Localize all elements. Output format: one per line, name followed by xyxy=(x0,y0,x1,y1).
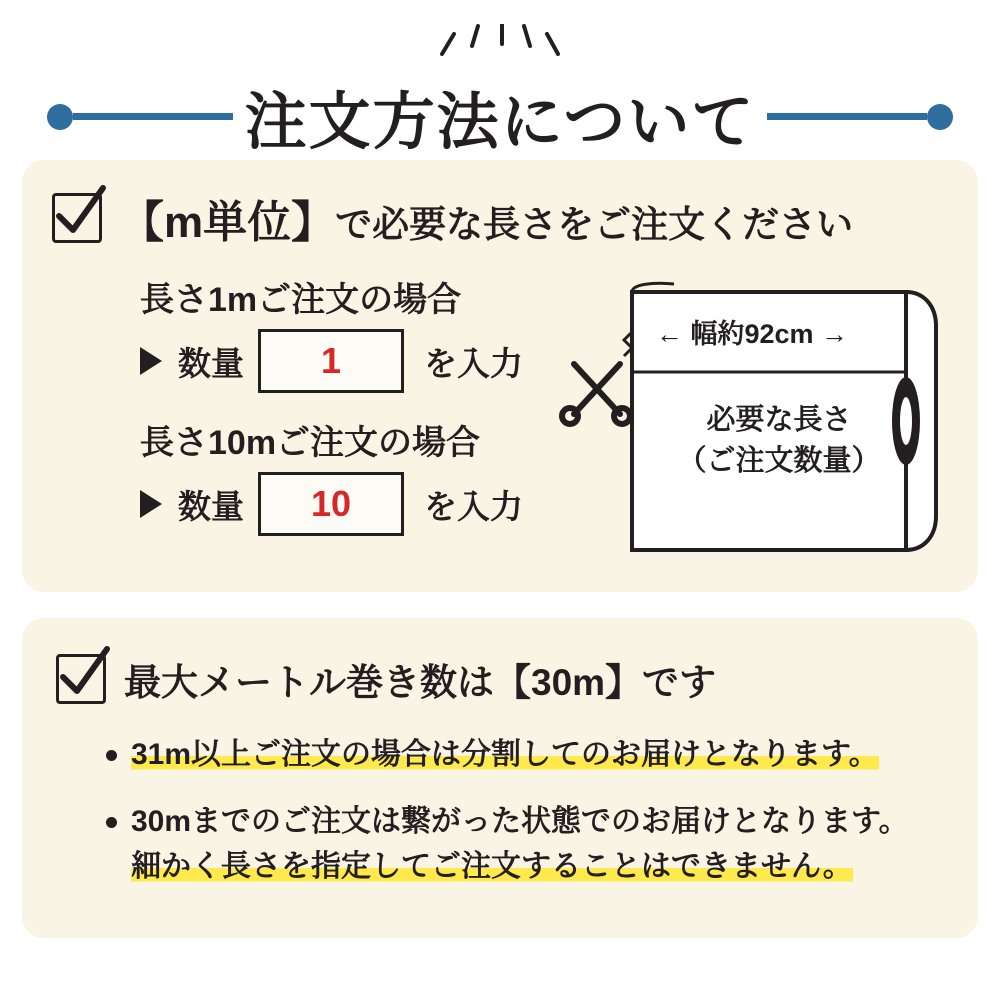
unit-heading-bracket: 【m単位】 xyxy=(120,198,336,247)
bullet-dot-icon xyxy=(106,750,117,761)
order-case-2-qty-word: 数量 xyxy=(178,487,244,525)
list-item xyxy=(106,799,948,889)
checkbox-icon xyxy=(56,654,106,704)
max-bullet-list xyxy=(106,732,948,889)
panel-order-unit xyxy=(22,160,978,592)
unit-heading xyxy=(120,186,853,250)
roll-length-line2: （ご注文数量） xyxy=(677,444,881,477)
rule-line-left xyxy=(73,113,233,120)
order-case-1-label: 長さ1mご注文の場合 xyxy=(140,281,462,319)
max-heading: 最大メートル巻き数は【30m】です xyxy=(124,662,717,703)
quantity-input-1[interactable] xyxy=(258,329,404,393)
roll-width-label: ← 幅約92cm → xyxy=(655,319,849,349)
wallpaper-roll-illustration xyxy=(614,280,944,570)
title-rule-right xyxy=(767,104,953,130)
checkbox-icon xyxy=(52,193,102,243)
triangle-bullet-icon xyxy=(140,347,162,375)
quantity-value-2: 10 xyxy=(310,483,352,524)
order-case-1-qty-word: 数量 xyxy=(178,344,244,382)
bullet-dot-icon xyxy=(106,817,117,828)
unit-heading-rest: で必要な長さをご注文ください xyxy=(335,204,854,245)
max-bullet-1-text: 31m以上ご注文の場合は分割してのお届けとなります。 xyxy=(131,738,879,771)
rule-dot-right xyxy=(927,104,953,130)
sparkle-icon xyxy=(430,24,570,66)
page-title: 注文方法について xyxy=(244,88,756,157)
roll-length-line1: 必要な長さ xyxy=(706,404,852,436)
panel-max-length xyxy=(22,618,978,938)
order-case-2-suffix: を入力 xyxy=(424,487,523,525)
list-item xyxy=(106,732,948,777)
page-header xyxy=(0,0,1000,160)
rule-dot-left xyxy=(47,104,73,130)
unit-heading-row xyxy=(52,186,948,250)
rule-line-right xyxy=(767,113,927,120)
title-rule-left xyxy=(47,104,233,130)
triangle-bullet-icon xyxy=(140,490,162,518)
max-bullet-2-line1: 30mまでのご注文は繋がった状態でのお届けとなります。 xyxy=(131,805,909,838)
order-case-1-suffix: を入力 xyxy=(424,344,523,382)
max-heading-row xyxy=(56,652,948,706)
order-case-2-label: 長さ10mご注文の場合 xyxy=(140,424,481,462)
max-bullet-2-line2: 細かく長さを指定してご注文することはできません。 xyxy=(131,850,853,883)
quantity-input-2[interactable] xyxy=(258,472,404,536)
roll-length-label xyxy=(654,400,904,481)
quantity-value-1: 1 xyxy=(320,340,342,381)
scissors-icon xyxy=(558,352,634,428)
